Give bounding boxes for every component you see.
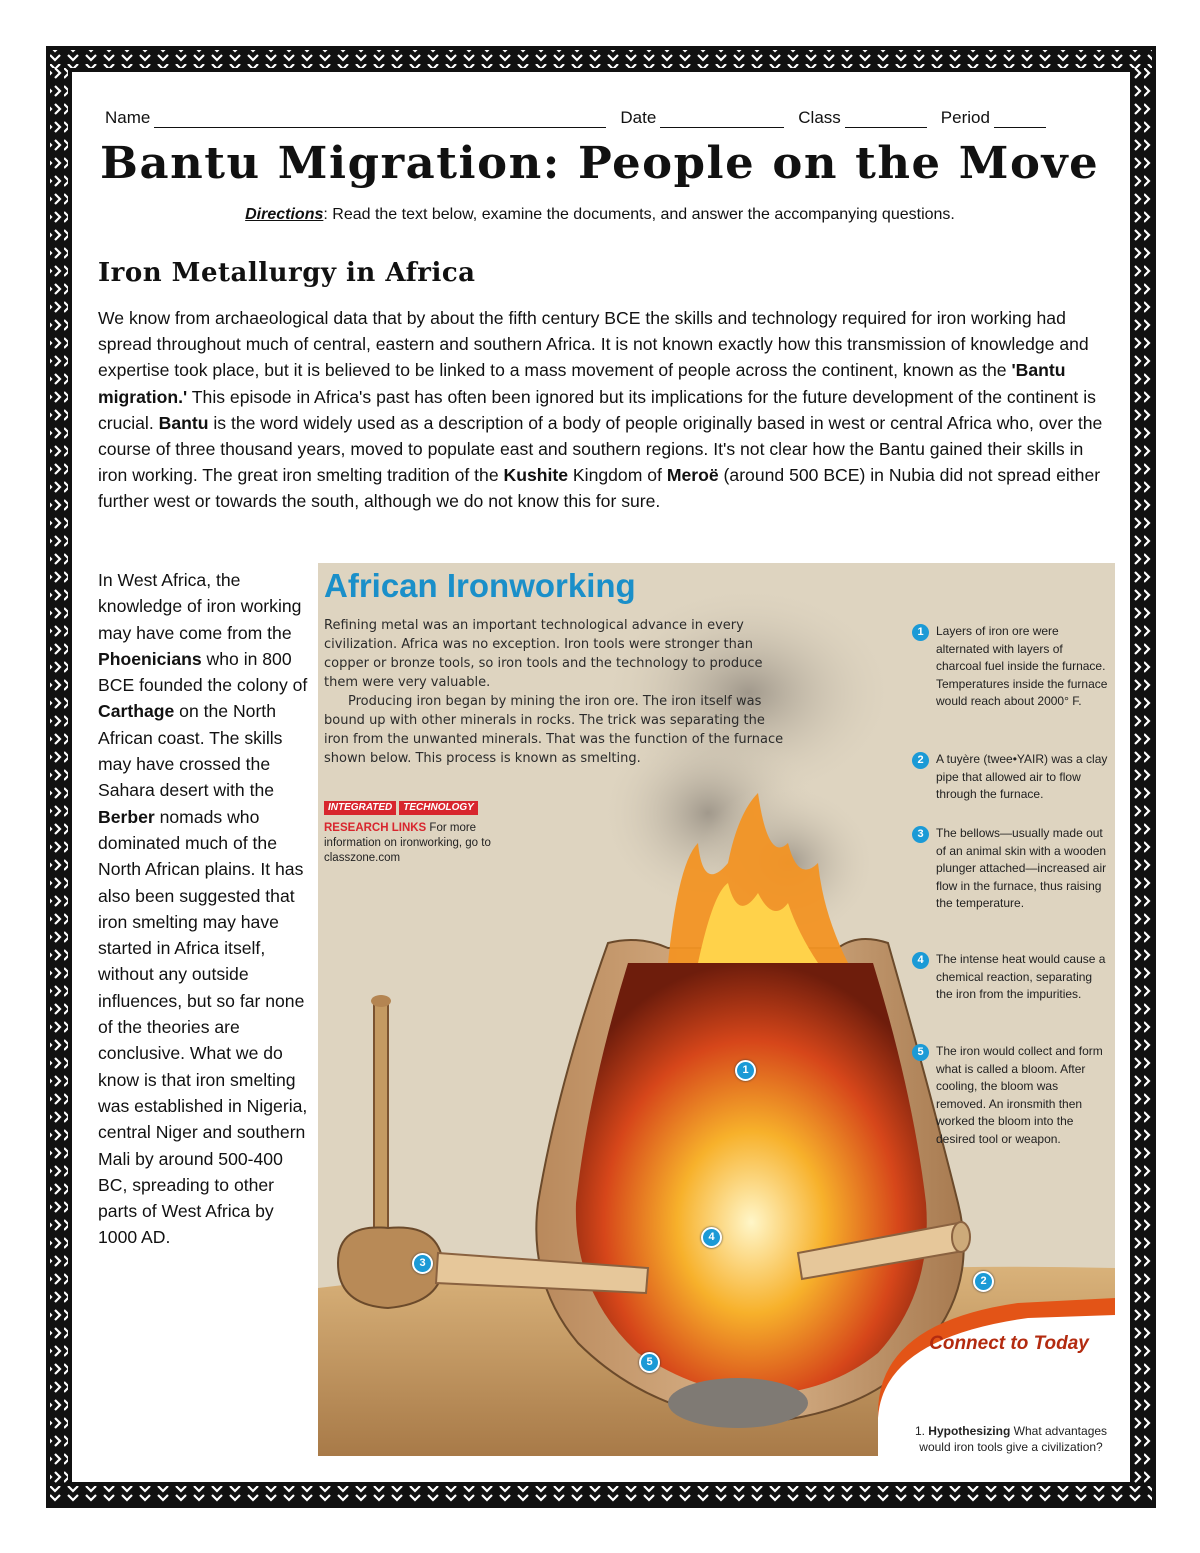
text-run: We know from archaeological data that by about the fifth century BCE the skills and technology required for iron working had spread throughout much of central, eastern and southern Africa. It is not known exactly how this transmission of knowledge and expertise took place, but it is believed to be linked to a mass movement of people across the continent, known as the: [98, 308, 1089, 381]
text-run: nomads who dominated much of the North African plains. It has also been suggested that iron smelting may have started in Africa itself, without any outside influences, but so far none of the theories are conclusive. What we do know is that iron smelting was established in Nigeria, central Niger and southern Mali by around 500-400 BC, spreading to other parts of West Africa by 1000 AD.: [98, 806, 308, 1248]
intro-paragraph: [98, 305, 1103, 515]
diagram-marker-4: 4: [701, 1227, 722, 1248]
figure-intro-p1: Refining metal was an important technological advance in every civilization. Africa was no exception. Iron tools were stronger than copper or bronze tools, so iron tools and the technology to produce them were very valuable.: [324, 618, 763, 690]
text-run: on the North African coast. The skills may have crossed the Sahara desert with the: [98, 701, 283, 801]
callout-text: Layers of iron ore were alternated with layers of charcoal fuel inside the furnace. Temperatures inside the furnace would reach about 2000° F.: [936, 624, 1108, 708]
callout-4: [910, 951, 1110, 1004]
date-label: Date: [620, 108, 657, 127]
callout-2: [910, 751, 1110, 804]
research-links-text: For more information on ironworking, go to classzone.com: [324, 822, 491, 864]
figure-title: African Ironworking: [324, 567, 636, 604]
figure-intro-p2: Producing iron began by mining the iron ore. The iron itself was bound up with other minerals in rocks. The trick was separating the iron from the unwanted minerals. That was the function of the furnace shown below. This process is known as smelting.: [324, 694, 784, 766]
integrated-technology-badge: [324, 801, 478, 815]
directions-text: : Read the text below, examine the documents, and answer the accompanying questions.: [323, 206, 955, 223]
text-run: who in 800 BCE founded the colony of: [98, 648, 308, 696]
callout-text: A tuyère (twee•YAIR) was a clay pipe that allowed air to flow through the furnace.: [936, 752, 1108, 801]
class-field[interactable]: [845, 107, 927, 128]
question-number: 1.: [914, 1424, 925, 1438]
callout-text: The intense heat would cause a chemical reaction, separating the iron from the impurities.: [936, 952, 1106, 1001]
callout-1: [910, 623, 1110, 711]
research-links-label: RESEARCH LINKS: [324, 822, 427, 834]
connect-question: [910, 1423, 1112, 1455]
connect-to-today-heading: Connect to Today: [929, 1333, 1089, 1354]
question-text: What advantages would iron tools give a civilization?: [919, 1424, 1108, 1454]
text-run: (around 500 BCE) in Nubia did not spread either further west or towards the south, although we do not know this for sure.: [98, 465, 1101, 512]
term-bantu-migration: 'Bantu migration.': [98, 360, 1066, 407]
callout-number: 5: [912, 1044, 929, 1061]
text-run: This episode in Africa's past has often been ignored but its implications for the future development of the continent is crucial.: [98, 386, 1096, 433]
term-kushite: Kushite: [503, 465, 569, 486]
text-run: is the word widely used as a description of a body of people originally based in west or central Africa who, over the course of three thousand years, moved to populate east and southern regions. It's not clear how the Bantu gained their skills in iron working. The great iron smelting tradition of the: [98, 412, 1103, 486]
diagram-marker-3: 3: [412, 1253, 433, 1274]
text-run: In West Africa, the knowledge of iron working may have come from the: [98, 570, 302, 643]
term-berber: Berber: [98, 806, 155, 827]
term-bantu: Bantu: [158, 412, 209, 433]
diagram-marker-2: 2: [973, 1271, 994, 1292]
callout-5: [910, 1043, 1110, 1148]
callout-number: 1: [912, 624, 929, 641]
badge-technology: TECHNOLOGY: [399, 801, 478, 815]
student-info-row: [105, 100, 1097, 128]
directions: [0, 206, 1200, 224]
text-run: Kingdom of: [568, 465, 667, 486]
page-title: Bantu Migration: People on the Move: [100, 138, 1100, 189]
callout-3: [910, 825, 1110, 913]
callout-text: The bellows—usually made out of an animal skin with a wooden plunger attached—increased air flow in the furnace, thus raising the temperature.: [936, 826, 1107, 910]
class-label: Class: [798, 108, 841, 127]
ironworking-figure: [318, 563, 1115, 1456]
term-carthage: Carthage: [98, 701, 175, 722]
figure-intro: [324, 616, 786, 768]
term-meroe: Meroë: [666, 465, 719, 486]
period-label: Period: [940, 108, 990, 127]
question-label: Hypothesizing: [928, 1424, 1011, 1438]
date-field[interactable]: [660, 107, 784, 128]
west-africa-paragraph: [98, 567, 308, 1251]
diagram-marker-5: 5: [639, 1352, 660, 1373]
research-links[interactable]: [324, 821, 514, 866]
callout-number: 3: [912, 826, 929, 843]
diagram-marker-1: 1: [735, 1060, 756, 1081]
badge-integrated: INTEGRATED: [324, 801, 396, 815]
directions-label: Directions: [245, 206, 324, 223]
name-field[interactable]: [154, 107, 606, 128]
callout-number: 2: [912, 752, 929, 769]
callout-text: The iron would collect and form what is called a bloom. After cooling, the bloom was removed. An ironsmith then worked the bloom into the desired tool or weapon.: [936, 1044, 1103, 1146]
section-heading: Iron Metallurgy in Africa: [98, 258, 476, 288]
name-label: Name: [105, 108, 151, 127]
callout-number: 4: [912, 952, 929, 969]
period-field[interactable]: [994, 107, 1046, 128]
term-phoenicians: Phoenicians: [98, 648, 202, 669]
